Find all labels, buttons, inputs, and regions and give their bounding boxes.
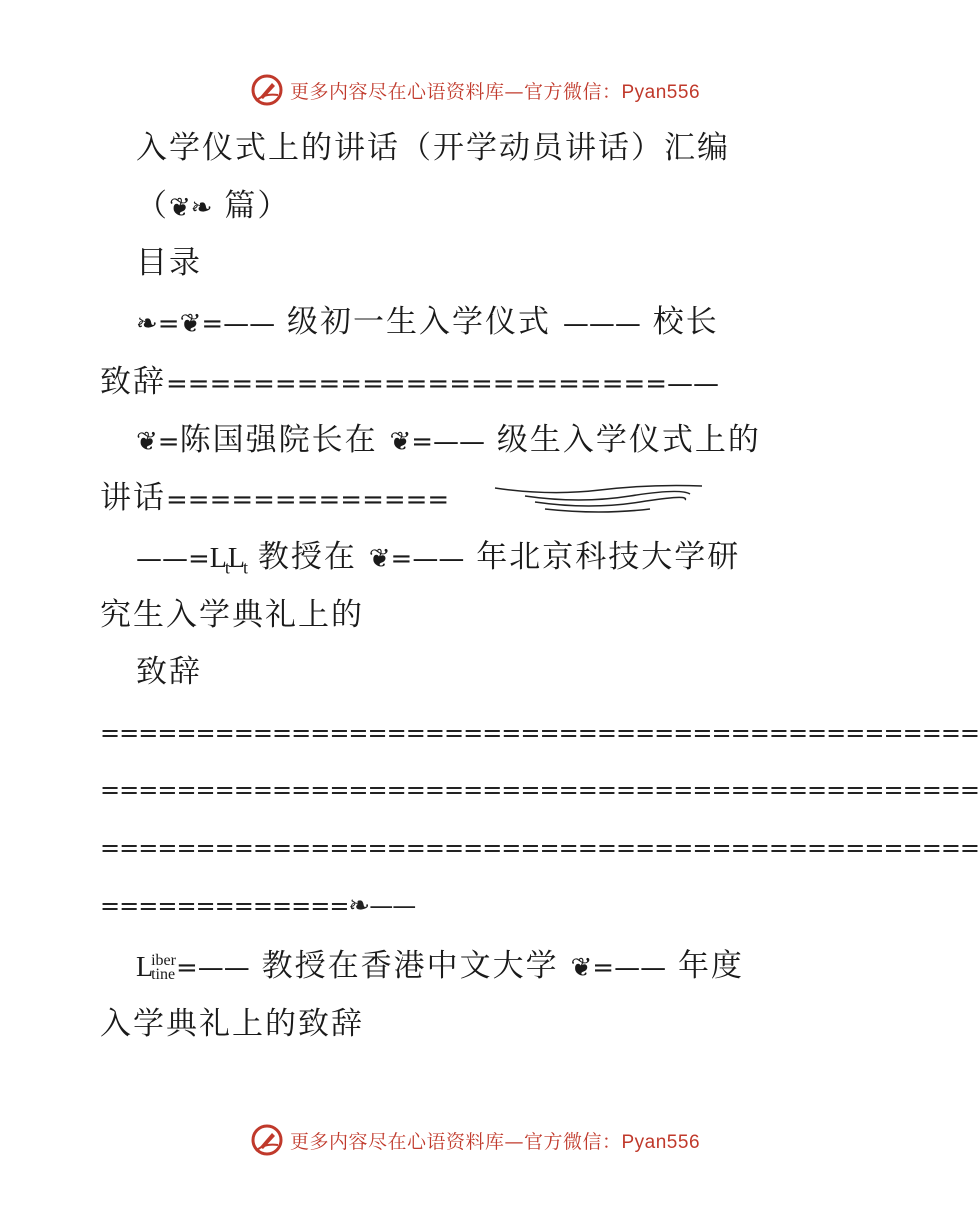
- leader-row: ==============================================: [100, 719, 979, 747]
- leader-row: =============❧——: [100, 891, 416, 921]
- banner-text: 更多内容尽在心语资料库—官方微信：Pyan556: [289, 80, 701, 103]
- toc-item-4-cont[interactable]: 入学典礼上的致辞: [100, 1006, 364, 1042]
- footer-banner: [0, 1120, 950, 1160]
- leader-dots: =======================——: [166, 369, 720, 399]
- toc-item-1[interactable]: ❧=❦=—— 级初一生入学仪式 ——— 校长: [136, 304, 719, 340]
- ornament-icon: ❦❧: [169, 193, 213, 223]
- toc-item-1-cont[interactable]: 致辞=======================——: [100, 364, 720, 400]
- toc-heading: 目录: [136, 245, 202, 281]
- ligature-glyph: L: [136, 952, 152, 983]
- ligature-glyph: $L_tL_t$: [209, 543, 247, 578]
- ornament-icon: ❦=: [389, 427, 434, 457]
- toc-item-2-cont[interactable]: 讲话=============: [100, 480, 450, 516]
- leader-row: ==============================================: [100, 776, 979, 804]
- ornament-icon: ❦=: [570, 953, 615, 983]
- leader-row: ==============================================: [100, 834, 979, 862]
- banner-text: 更多内容尽在心语资料库—官方微信：Pyan556: [289, 1130, 701, 1153]
- pen-logo-icon: [250, 1123, 284, 1157]
- ornament-icon: ❦=: [136, 427, 180, 457]
- document-title: 入学仪式上的讲话（开学动员讲话）汇编: [136, 130, 730, 166]
- toc-item-4[interactable]: Liber tine=—— 教授在香港中文大学 ❦=—— 年度: [136, 948, 744, 984]
- banner-wechat: Pyan556: [621, 81, 701, 103]
- ornament-icon: ❧=❦=: [136, 309, 224, 339]
- toc-item-3-cont2[interactable]: 致辞: [136, 654, 202, 690]
- wave-decoration-icon: [490, 482, 705, 516]
- banner-wechat: Pyan556: [621, 1131, 701, 1153]
- leader-dots: =============: [166, 485, 450, 515]
- toc-item-3[interactable]: $——=L_tL_t$ 教授在 ❦=—— 年北京科技大学研: [136, 539, 741, 578]
- document-title-count: （❦❧ 篇）: [136, 188, 291, 224]
- ornament-icon: ❦=: [368, 544, 413, 574]
- header-banner: [0, 70, 950, 110]
- toc-item-2[interactable]: ❦=陈国强院长在 ❦=—— 级生入学仪式上的: [136, 422, 761, 458]
- toc-item-3-cont[interactable]: 究生入学典礼上的: [100, 597, 364, 633]
- pen-logo-icon: [250, 73, 284, 107]
